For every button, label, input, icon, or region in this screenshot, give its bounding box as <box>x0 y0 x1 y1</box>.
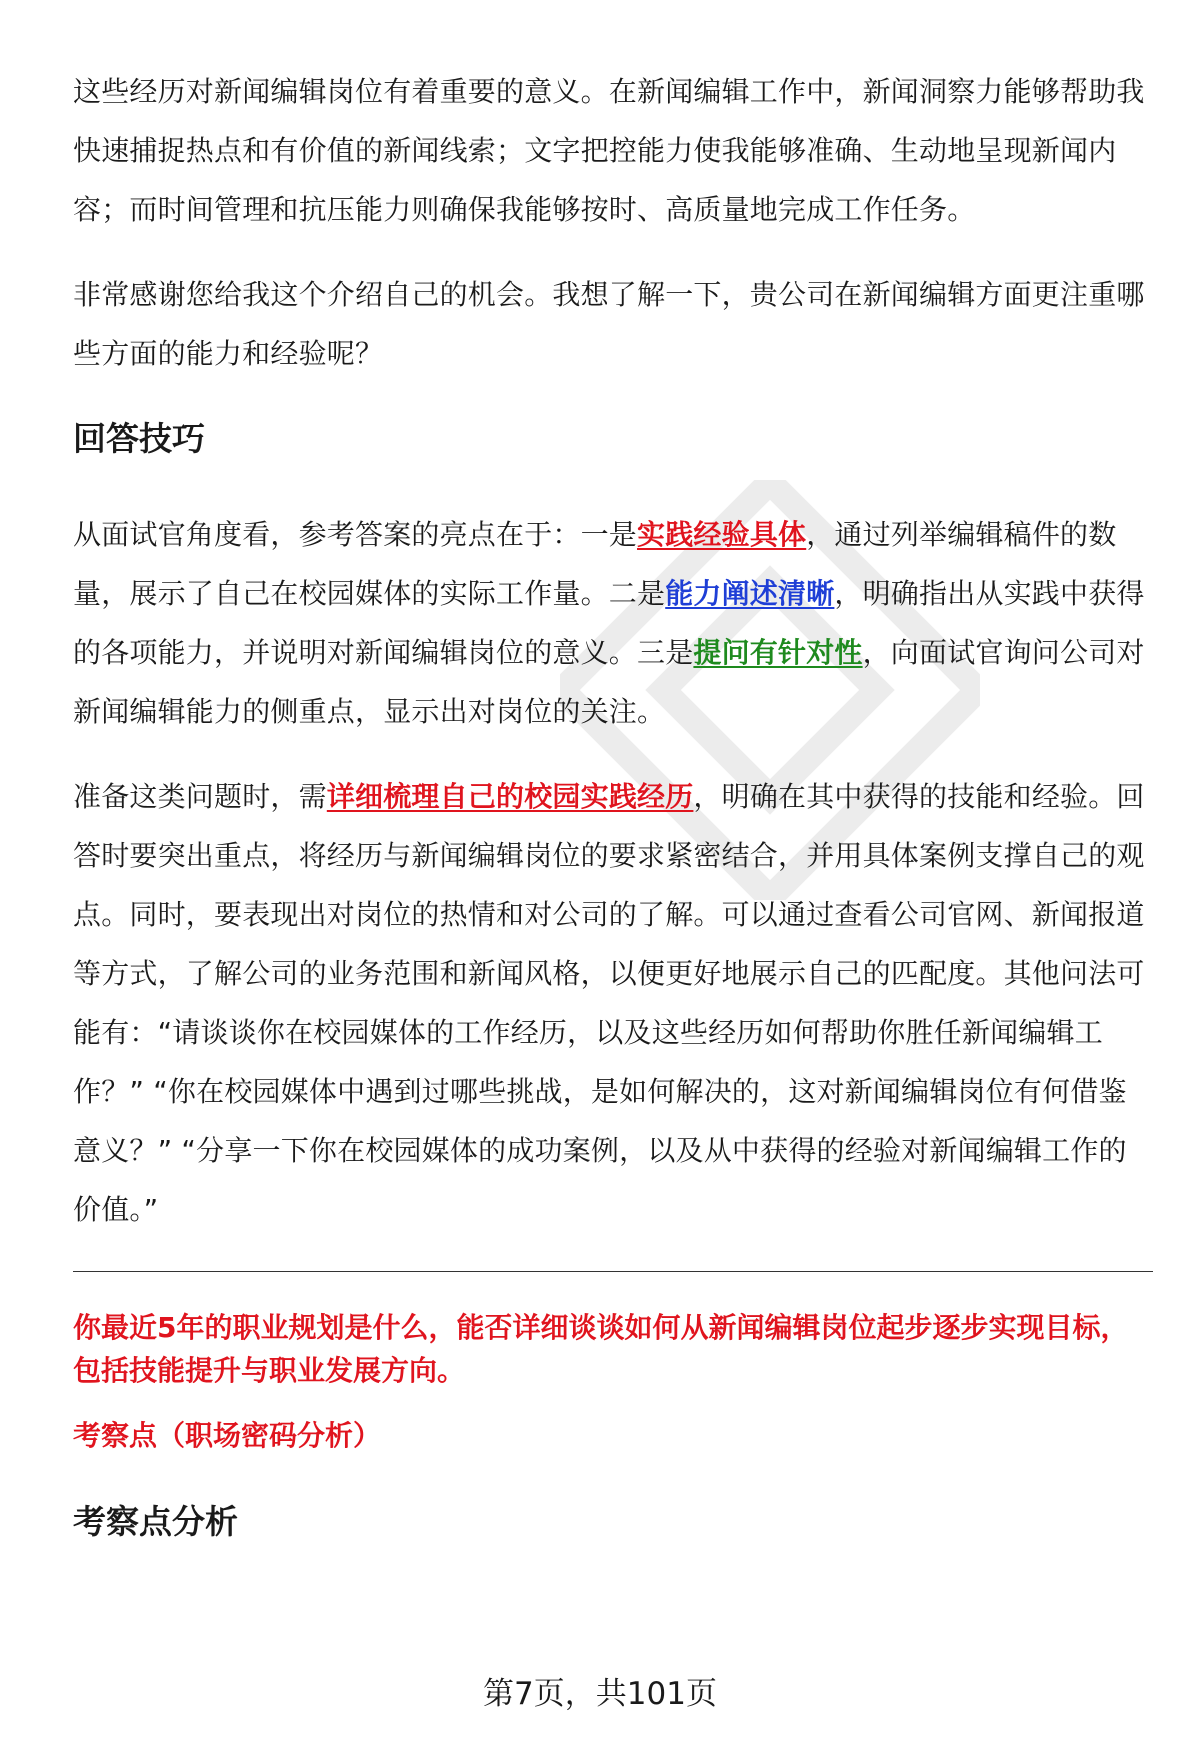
subheading-assessment-points: 考察点（职场密码分析） <box>73 1419 382 1452</box>
section-divider <box>73 1271 1153 1272</box>
highlight-ability-clarity: 能力阐述清晰 <box>665 577 835 610</box>
text-run: 准备这类问题时，需 <box>73 780 327 813</box>
highlight-practice-experience: 实践经验具体 <box>637 518 807 551</box>
paragraph-experience-meaning: 这些经历对新闻编辑岗位有着重要的意义。在新闻编辑工作中，新闻洞察力能够帮助我快速捕捉热点和有价值的新闻线索；文字把控能力使我能够准确、生动地呈现新闻内容；而时间管理和抗压能力则确保我能够按时、高质量地完成工作任务。 <box>73 75 1145 226</box>
highlight-campus-experience: 详细梳理自己的校园实践经历 <box>326 780 694 813</box>
question-career-plan: 你最近5年的职业规划是什么，能否详细谈谈如何从新闻编辑岗位起步逐步实现目标，包括技能提升与职业发展方向。 <box>73 1311 1129 1387</box>
paragraph-thanks-question: 非常感谢您给我这个介绍自己的机会。我想了解一下，贵公司在新闻编辑方面更注重哪些方面的能力和经验呢？ <box>73 278 1145 370</box>
text-run: ，明确在其中获得的技能和经验。回答时要突出重点，将经历与新闻编辑岗位的要求紧密结合，并用具体案例支撑自己的观点。同时，要表现出对岗位的热情和对公司的了解。可以通过查看公司官网、新闻报道等方式，了解公司的业务范围和新闻风格，以便更好地展示自己的匹配度。其他问法可能有：“请谈谈你在校园媒体的工作经历，以及这些经历如何帮助你胜任新闻编辑工作？” “你在校园媒体中遇到过哪些挑战，是如何解决的，这对新闻编辑岗位有何借鉴意义？” “分享一下你在校园媒体的成功案例，以及从中获得的经验对新闻编辑工作的价值。” <box>73 780 1145 1226</box>
analysis-heading: 考察点分析 <box>73 1502 238 1541</box>
page-number-footer: 第7页，共101页 <box>483 1676 717 1712</box>
text-run: ，明确指出从实践中获得的各项能力，并说明对新闻编辑岗位的意义。三是 <box>73 577 1145 669</box>
text-run: ，向面试官询问公司对新闻编辑能力的侧重点，显示出对岗位的关注。 <box>73 636 1145 728</box>
paragraph-tips-highlights <box>73 505 1153 741</box>
text-run: ，通过列举编辑稿件的数量，展示了自己在校园媒体的实际工作量。二是 <box>73 518 1117 610</box>
paragraph-tips-preparation <box>73 767 1153 1239</box>
tips-heading: 回答技巧 <box>73 419 205 458</box>
text-run: 从面试官角度看，参考答案的亮点在于：一是 <box>73 518 638 551</box>
content-area <box>73 62 1153 1544</box>
highlight-targeted-question: 提问有针对性 <box>693 636 863 669</box>
